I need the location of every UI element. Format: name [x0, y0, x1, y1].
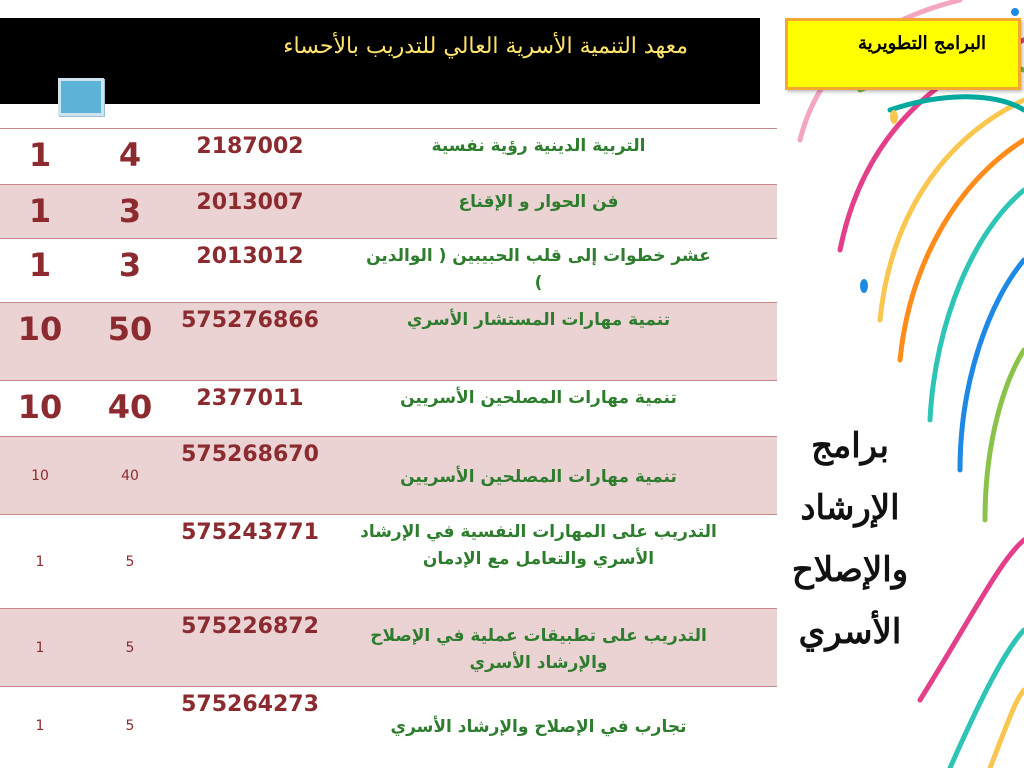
header-square-decoration	[58, 78, 104, 116]
cell-program-name: فن الحوار و الإقناع	[458, 192, 619, 212]
programs-table	[0, 128, 737, 765]
cell-program-name: تنمية مهارات المصلحين الأسريين	[400, 388, 677, 408]
badge-box	[785, 18, 1021, 90]
cell-code: 575276866	[181, 308, 319, 333]
cell-program-name: تجارب في الإصلاح والإرشاد الأسري	[390, 717, 687, 738]
side-title-line: والإصلاح	[791, 550, 909, 590]
cell-b: 40	[121, 467, 139, 484]
cell-a: 1	[28, 136, 52, 174]
table-row	[0, 303, 777, 381]
cell-code: 2013012	[196, 244, 304, 269]
cell-code: 2187002	[196, 134, 304, 159]
cell-b: 5	[125, 717, 135, 734]
cell-a: 1	[28, 246, 52, 284]
table-row	[0, 381, 777, 437]
cell-program-name: التدريب على المهارات النفسية في الإرشاد الأسري والتعامل مع الإدمان	[360, 522, 717, 569]
table-row	[0, 515, 777, 609]
side-title-line: الإرشاد	[800, 488, 900, 528]
cell-program-name: عشر خطوات إلى قلب الحبيبين ( الوالدين )	[366, 246, 711, 293]
table-row	[0, 129, 777, 185]
cell-code: 2013007	[196, 190, 304, 215]
badge-label: البرامج التطويرية	[858, 33, 986, 54]
cell-b: 50	[107, 310, 153, 348]
side-title-line: برامج	[811, 426, 889, 466]
table-row	[0, 609, 777, 687]
side-title-line: الأسري	[798, 612, 902, 652]
cell-program-name: التدريب على تطبيقات عملية في الإصلاح والإرشاد الأسري	[370, 625, 707, 673]
cell-b: 4	[118, 136, 142, 174]
cell-b: 40	[107, 388, 153, 426]
cell-program-name: تنمية مهارات المستشار الأسري	[406, 310, 671, 330]
cell-b: 5	[125, 553, 135, 570]
table-row	[0, 437, 777, 515]
cell-a: 1	[35, 717, 45, 734]
cell-a: 1	[28, 192, 52, 230]
cell-b: 3	[118, 246, 142, 284]
side-title	[760, 415, 940, 663]
cell-code: 575268670	[181, 442, 319, 467]
cell-program-name: التربية الدينية رؤية نفسية	[431, 136, 646, 156]
table-row	[0, 687, 777, 765]
cell-a: 10	[17, 388, 63, 426]
cell-a: 1	[35, 553, 45, 570]
header-title: معهد التنمية الأسرية العالي للتدريب بالأحساء	[283, 34, 688, 59]
cell-code: 2377011	[196, 386, 304, 411]
cell-code: 575243771	[181, 520, 319, 545]
header-bar	[0, 18, 760, 104]
cell-a: 10	[31, 467, 49, 484]
cell-code: 575226872	[181, 614, 319, 639]
table-row	[0, 185, 777, 239]
cell-a: 1	[35, 639, 45, 656]
table-row	[0, 239, 777, 303]
cell-code: 575264273	[181, 692, 319, 717]
cell-program-name: تنمية مهارات المصلحين الأسريين	[400, 467, 677, 487]
cell-b: 3	[118, 192, 142, 230]
cell-b: 5	[125, 639, 135, 656]
cell-a: 10	[17, 310, 63, 348]
